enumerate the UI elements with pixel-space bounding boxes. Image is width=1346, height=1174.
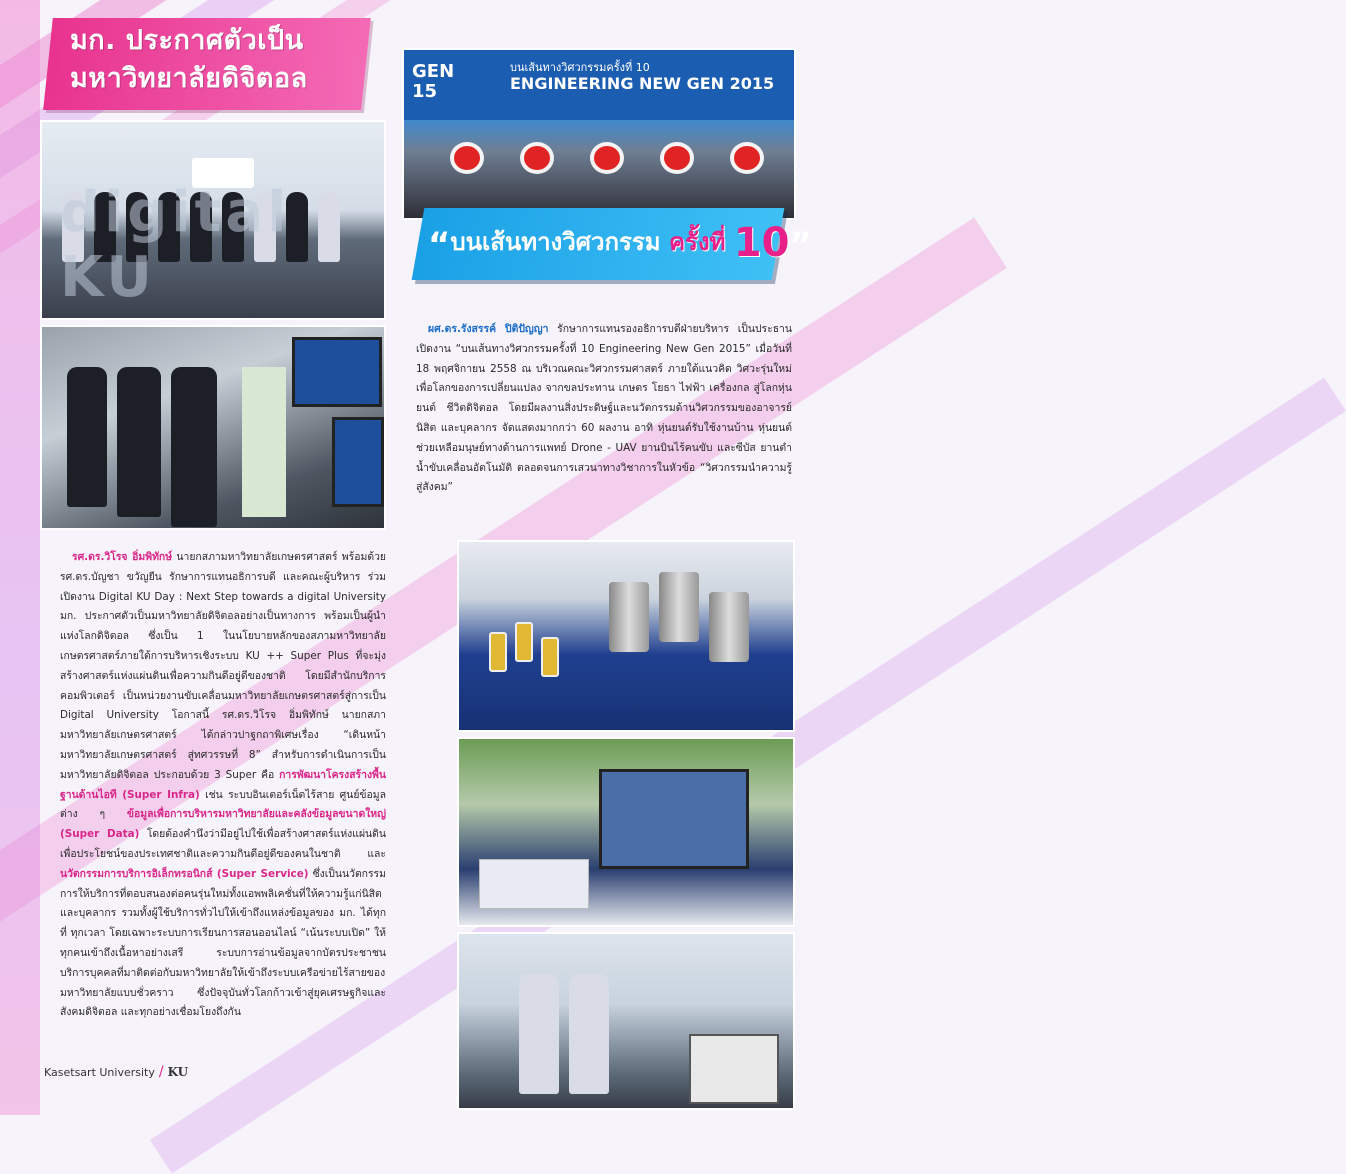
left-article-lead-name: รศ.ดร.วิโรจ อิ่มพิทักษ์ xyxy=(72,551,173,563)
right-article-paragraph xyxy=(416,320,792,498)
monitor-screen xyxy=(599,769,749,869)
photo-monitor-display xyxy=(457,737,795,927)
page-footer xyxy=(44,1064,188,1080)
section-headline xyxy=(428,220,812,266)
banner-thai-text: บนเส้นทางวิศวกรรมครั้งที่ 10 xyxy=(510,61,650,74)
group-of-people xyxy=(519,974,609,1094)
sample-bottle xyxy=(489,632,507,672)
headline-main: บนเส้นทางวิศวกรรม xyxy=(450,228,661,256)
digital-ku-wordmark: digital KU xyxy=(60,180,291,310)
ribbon-flower xyxy=(454,146,480,170)
person xyxy=(519,974,559,1094)
sample-bottle xyxy=(541,637,559,677)
title-line-1: มก. ประกาศตัวเป็น xyxy=(70,25,304,56)
steel-tank xyxy=(709,592,749,662)
left-article-highlight-super-infra: การพัฒนาโครงสร้างพื้นฐานด้านไอที (Super Infra) xyxy=(60,768,386,801)
standee xyxy=(242,367,286,517)
page-title xyxy=(70,22,308,98)
left-article-text-2: เช่น ระบบอินเตอร์เน็ตไร้สาย ศูนย์ข้อมูลต่าง ๆ xyxy=(60,788,386,821)
left-article-text-4: ซึ่งเป็นนวัตกรรมการให้บริการที่ตอบสนองต่อคนรุ่นใหม่ทั้งแอพพลิเคชั่นที่ให้ความรู้แก่นิสิตและบุคลากร รวมทั้งผู้ใช้บริการทั่วไปให้เข้าถึงแหล่งข้อมูลของ มก. ได้ทุกที่ ทุกเวลา โดยเฉพาะระบบการเรียนการสอนออนไลน์ “เน้นระบบเปิด” ให้ทุกคนเข้าถึงเนื้อหาอย่างเสรี ระบบการอ่านข้อมูลจากบัตรประชาชน บริการบุคคลที่มาติดต่อกับมหาวิทยาลัยให้เข้าถึงระบบเครือข่ายไร้สายของมหาวิทยาลัยแบบชั่วคราว ซึ่งปัจจุบันทั่วโลกก้าวเข้าสู่ยุคเศรษฐกิจและสังคมดิจิตอล และทุกอย่างเชื่อมโยงถึงกัน xyxy=(60,867,386,1019)
right-article xyxy=(416,320,792,498)
person xyxy=(117,367,161,517)
person xyxy=(67,367,107,507)
gen-badge-line-1: GEN xyxy=(412,61,455,82)
gen-badge xyxy=(412,62,454,102)
footer-brand: KU xyxy=(167,1065,189,1079)
person xyxy=(569,974,609,1094)
left-article-paragraph xyxy=(60,548,386,1023)
right-article-body: รักษาการแทนรองอธิการบดีฝ่ายบริหาร เป็นประธานเปิดงาน “บนเส้นทางวิศวกรรมครั้งที่ 10 Engineering New Gen 2015” เมื่อวันที่ 18 พฤศจิกายน 2558 ณ บริเวณคณะวิศวกรรมศาสตร์ ภายใต้แนวคิด วิศวะรุ่นใหม่ เพื่อโลกของการเปลี่ยนแปลง จากขลประทาน เกษตร โยธา ไฟฟ้า เครื่องกล สู่โลกหุ่นยนต์ ชีวิตดิจิตอล โดยมีผลงานสิ่งประดิษฐ์และนวัตกรรมด้านวิศวกรรมของอาจารย์ นิสิต และบุคลากร จัดแสดงมากกว่า 60 ผลงาน อาทิ หุ่นยนต์รับใช้งานบ้าน หุ่นยนต์ช่วยเหลือมนุษย์ทางด้านการแพทย์ Drone - UAV ยานบินไร้คนขับ และซีบัส ยานตำน้ำขับเคลื่อนอัตโนมัติ ตลอดจนการเสวนาทางวิชาการในหัวข้อ “วิศวกรรมนำความรู้สู่สังคม” xyxy=(416,323,792,494)
left-article-text-3: โดยต้องคำนึงว่ามีอยู่ไปใช้เพื่อสร้างศาสตร์แห่งแผ่นดิน เพื่อประโยชน์ของประเทศชาติและความกินดีอยู่ดีของคนในชาติ และ xyxy=(60,828,386,860)
display-screen xyxy=(332,417,384,507)
person xyxy=(171,367,217,527)
sample-bottle xyxy=(515,622,533,662)
photo-digital-ku-opening xyxy=(40,120,386,320)
banner-english-text: ENGINEERING NEW GEN 2015 xyxy=(510,74,775,93)
headline-open-quote: “ xyxy=(428,225,451,265)
event-banner xyxy=(404,50,794,120)
brochure-stack xyxy=(479,859,589,909)
headline-accent: ครั้งที่ xyxy=(668,228,726,256)
left-article-highlight-super-service: นวัตกรรมการบริการอิเล็กทรอนิกส์ (Super Service) xyxy=(60,867,309,880)
left-edge-band xyxy=(0,0,40,1115)
footer-separator: / xyxy=(158,1064,164,1080)
left-article-text-1: นายกสภามหาวิทยาลัยเกษตรศาสตร์ พร้อมด้วย รศ.ดร.บัญชา ขวัญยืน รักษาการแทนอธิการบดี และคณะผู้บริหาร ร่วมเปิดงาน Digital KU Day : Next Step towards a digital University มก. ประกาศตัวเป็นมหาวิทยาลัยดิจิตอลอย่างเป็นทางการ พร้อมเป็นผู้นำแห่งโลกดิจิตอล ซึ่งเป็น 1 ในนโยบายหลักของสภามหาวิทยาลัยเกษตรศาสตร์ภายใต้การบริหารเชิงระบบ KU ++ Super Plus ที่จะมุ่งสร้างศาสตร์แห่งแผ่นดินเพื่อความกินดีอยู่ดีของชาติ โดยมีสำนักบริการคอมพิวเตอร์ เป็นหน่วยงานขับเคลื่อนมหาวิทยาลัยเกษตรศาสตร์สู่การเป็น Digital University โอกาสนี้ รศ.ดร.วิโรจ อิ่มพิทักษ์ นายกสภามหาวิทยาลัยเกษตรศาสตร์ ได้กล่าวปาฐกถาพิเศษเรื่อง “เดินหน้ามหาวิทยาลัยเกษตรศาสตร์ สู่ทศวรรษที่ 8” สำหรับการดำเนินการเป็นมหาวิทยาลัยดิจิตอล ประกอบด้วย 3 Super คือ xyxy=(60,551,386,781)
display-screen xyxy=(292,337,382,407)
left-article-highlight-super-data: ข้อมูลเพื่อการบริหารมหาวิทยาลัยและคลังข้อมูลขนาดใหญ่ (Super Data) xyxy=(60,808,386,841)
steel-tank xyxy=(659,572,699,642)
photo-lab-equipment xyxy=(457,540,795,732)
group-of-people xyxy=(67,367,217,527)
ribbon-flower xyxy=(734,146,760,170)
photo-exhibition-tour xyxy=(40,325,386,530)
ribbon-flower xyxy=(594,146,620,170)
steel-tank xyxy=(609,582,649,652)
photo-booth-staff xyxy=(457,932,795,1110)
right-article-lead-name: ผศ.ดร.รังสรรค์ ปิติปัญญา xyxy=(428,323,549,335)
ribbon-flower xyxy=(664,146,690,170)
left-article xyxy=(60,548,386,1023)
title-line-2: มหาวิทยาลัยดิจิตอล xyxy=(70,63,308,94)
headline-close-quote: ” xyxy=(789,225,812,265)
headline-number: 10 xyxy=(733,220,790,266)
photo-engineering-ceremony xyxy=(402,48,796,220)
ribbon-flower xyxy=(524,146,550,170)
gen-badge-line-2: 15 xyxy=(412,81,438,102)
footer-publication: Kasetsart University xyxy=(44,1065,155,1079)
photo-frame xyxy=(689,1034,779,1104)
